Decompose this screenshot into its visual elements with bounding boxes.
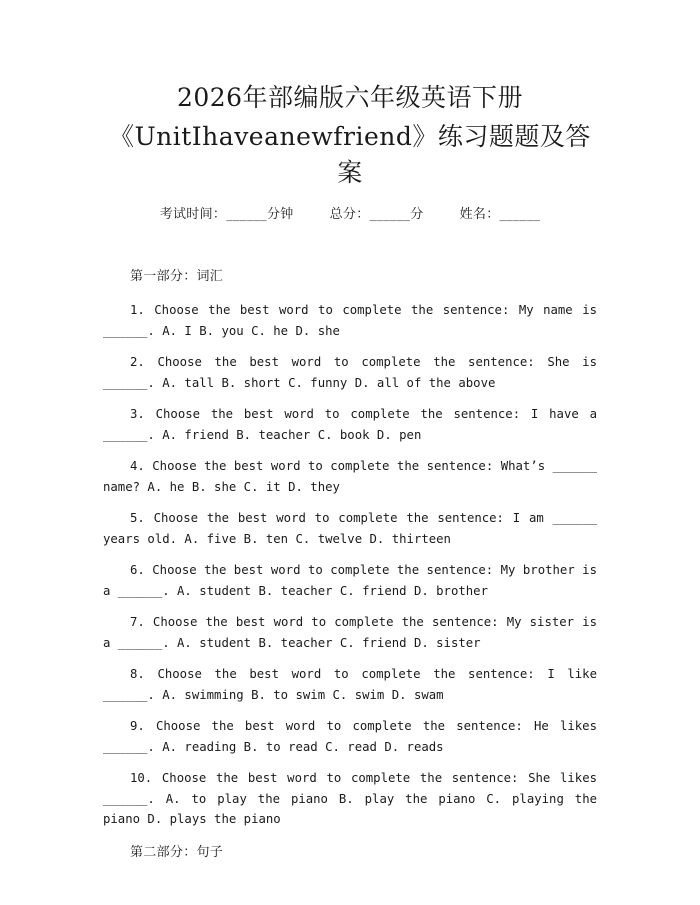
section-2-heading: 第二部分：句子 (130, 844, 224, 860)
document-title-line-2: 《UnitIhaveanewfriend》练习题题及答案 (109, 122, 591, 187)
document-title-line-1: 2026年部编版六年级英语下册 (176, 83, 524, 112)
exam-name-field: 姓名：______ (459, 207, 541, 222)
question-item: 3. Choose the best word to complete the sentence: I have a ______. A. friend B. teacher C. book D. pen (103, 407, 597, 442)
question-item: 2. Choose the best word to complete the sentence: She is ______. A. tall B. short C. funny D. all of the above (103, 355, 597, 390)
question-item: 9. Choose the best word to complete the sentence: He likes ______. A. reading B. to read C. read D. reads (103, 719, 597, 754)
exam-info (103, 205, 597, 225)
question-list (103, 300, 597, 830)
question-item: 4. Choose the best word to complete the sentence: What’s ______ name? A. he B. she C. it D. they (103, 459, 597, 494)
question-item: 1. Choose the best word to complete the sentence: My name is ______. A. I B. you C. he D. she (103, 303, 597, 338)
question-item: 7. Choose the best word to complete the sentence: My sister is a ______. A. student B. teacher C. friend D. sister (103, 615, 597, 650)
exam-time-field: 考试时间：______分钟 (159, 207, 294, 222)
question-item: 8. Choose the best word to complete the sentence: I like ______. A. swimming B. to swim C. swim D. swam (103, 667, 597, 702)
section-1-heading: 第一部分：词汇 (130, 269, 224, 284)
question-item: 5. Choose the best word to complete the sentence: I am ______ years old. A. five B. ten C. twelve D. thirteen (103, 511, 597, 546)
question-item: 6. Choose the best word to complete the sentence: My brother is a ______. A. student B. teacher C. friend D. brother (103, 563, 597, 598)
question-item: 10. Choose the best word to complete the sentence: She likes ______. A. to play the piano B. play the piano C. playing the piano D. plays the piano (103, 771, 597, 826)
exam-score-field: 总分：______分 (329, 207, 424, 222)
